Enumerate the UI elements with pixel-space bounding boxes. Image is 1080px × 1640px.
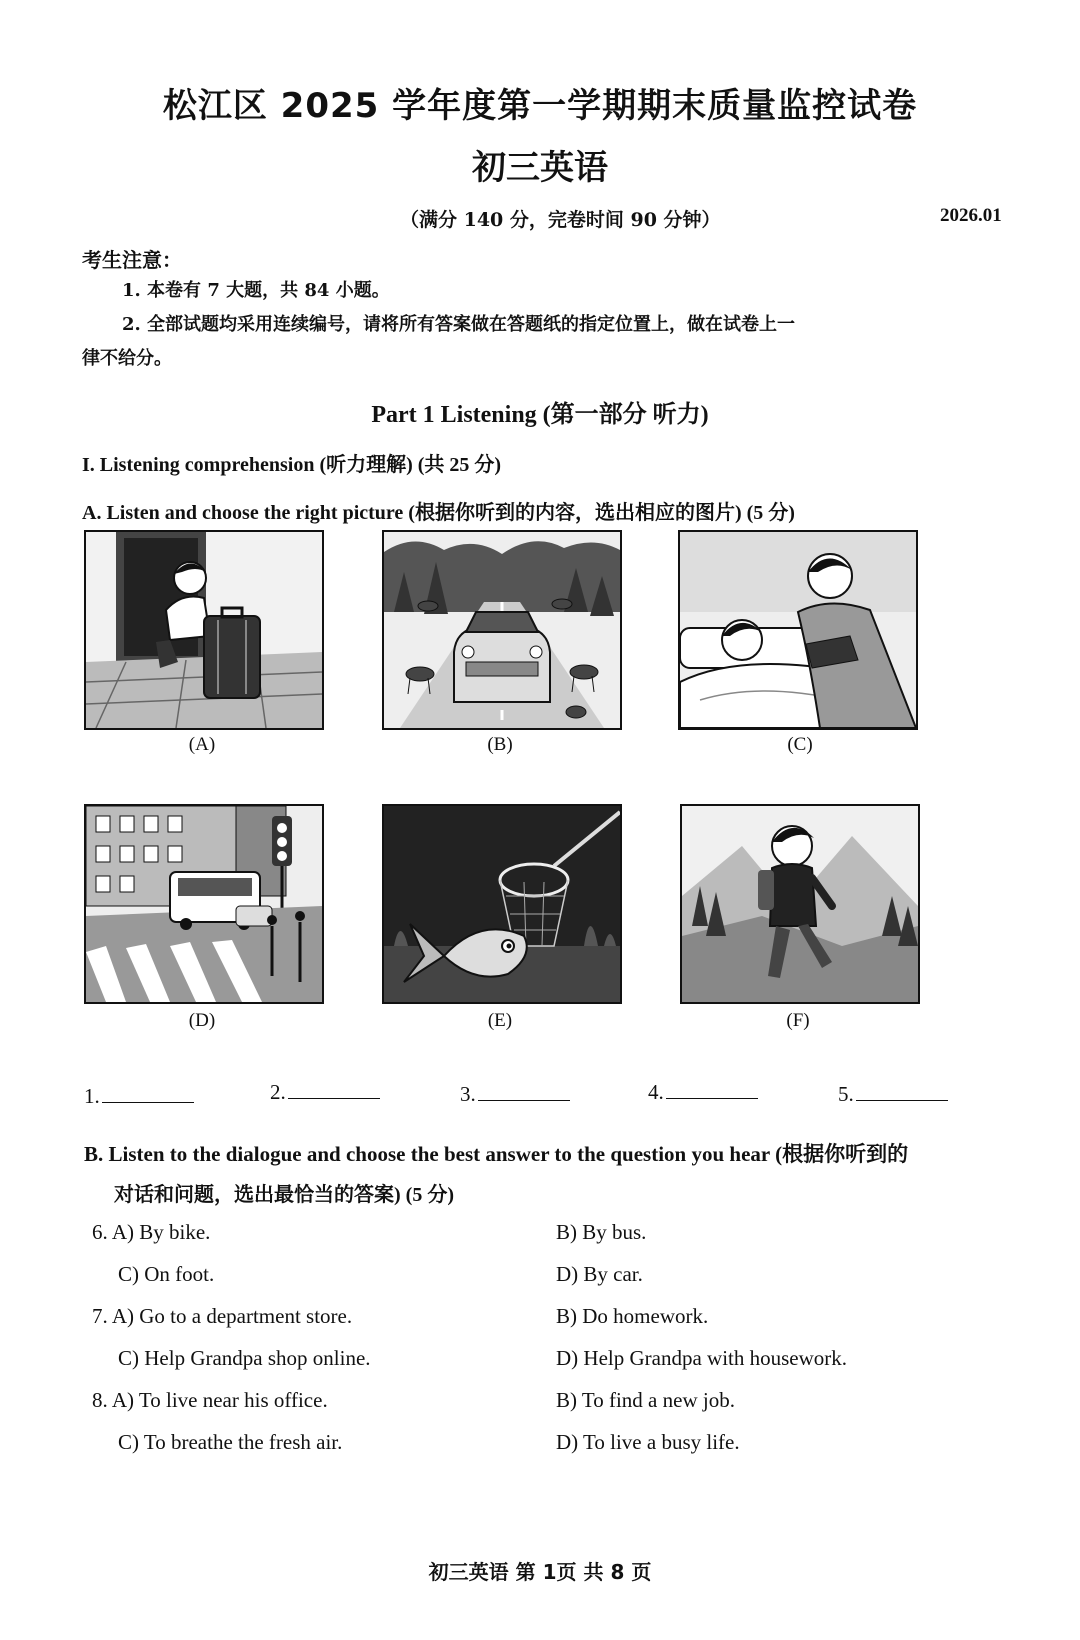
section-a-heading: A. Listen and choose the right picture (根据你听到的内容，选出相应的图片) (5 分) bbox=[82, 502, 795, 524]
option-a: A) Go to a department store. bbox=[111, 1304, 353, 1328]
answer-blank-5[interactable] bbox=[838, 1082, 948, 1107]
blank-number: 5. bbox=[838, 1082, 854, 1106]
part-title: Part 1 Listening (第一部分 听力) bbox=[371, 402, 709, 428]
picture-d-label: (D) bbox=[188, 1010, 216, 1031]
option-a: A) To live near his office. bbox=[111, 1388, 328, 1412]
blank-number: 4. bbox=[648, 1080, 664, 1104]
question-number: 8. bbox=[92, 1388, 108, 1412]
blank-number: 1. bbox=[84, 1084, 100, 1108]
note-item-2: 2. 全部试题均采用连续编号，请将所有答案做在答题纸的指定位置上，做在试卷上一 bbox=[122, 314, 796, 335]
note-item-1: 1. 本卷有 7 大题，共 84 小题。 bbox=[122, 280, 390, 301]
page-footer: 初三英语 第 1页 共 8 页 bbox=[428, 1560, 652, 1584]
notes-heading: 考生注意： bbox=[82, 248, 182, 272]
option-d: D) Help Grandpa with housework. bbox=[556, 1346, 848, 1370]
section-heading: I. Listening comprehension (听力理解) (共 25 分) bbox=[82, 454, 502, 476]
section-b-heading-cont: 对话和问题，选出最恰当的答案) (5 分) bbox=[114, 1184, 454, 1206]
option-a: A) By bike. bbox=[111, 1220, 211, 1244]
option-b: B) Do homework. bbox=[556, 1304, 709, 1328]
option-b: B) To find a new job. bbox=[556, 1388, 735, 1412]
answer-blank-3[interactable] bbox=[460, 1082, 570, 1107]
boy-with-suitcase-icon bbox=[86, 532, 322, 728]
section-b-heading: B. Listen to the dialogue and choose the best answer to the question you hear (根据你听到的 bbox=[84, 1142, 909, 1166]
picture-b bbox=[382, 530, 622, 730]
option-d: D) To live a busy life. bbox=[556, 1430, 740, 1454]
blank-number: 3. bbox=[460, 1082, 476, 1106]
option-c: C) On foot. bbox=[118, 1262, 215, 1286]
answer-blank-2[interactable] bbox=[270, 1080, 380, 1105]
picture-f-label: (F) bbox=[786, 1010, 810, 1031]
option-c: C) To breathe the fresh air. bbox=[118, 1430, 343, 1454]
note-item-2-cont: 律不给分。 bbox=[82, 348, 172, 369]
fish-net-icon bbox=[384, 806, 620, 1002]
question-8 bbox=[92, 1388, 328, 1413]
exam-info: （满分 140 分，完卷时间 90 分钟） bbox=[400, 209, 721, 231]
picture-b-label: (B) bbox=[487, 734, 513, 755]
question-number: 7. bbox=[92, 1304, 108, 1328]
exam-subject: 初三英语 bbox=[472, 148, 608, 188]
exam-title: 松江区 2025 学年度第一学期期末质量监控试卷 bbox=[162, 86, 918, 126]
picture-f bbox=[680, 804, 920, 1004]
blank-number: 2. bbox=[270, 1080, 286, 1104]
picture-e-label: (E) bbox=[487, 1010, 513, 1031]
exam-date: 2026.01 bbox=[940, 205, 1002, 226]
boy-hiking-icon bbox=[682, 806, 918, 1002]
car-with-deer-icon bbox=[384, 532, 620, 728]
option-d: D) By car. bbox=[556, 1262, 643, 1286]
city-street-bus-icon bbox=[86, 806, 322, 1002]
option-b: B) By bus. bbox=[556, 1220, 647, 1244]
question-6 bbox=[92, 1220, 210, 1245]
answer-blank-4[interactable] bbox=[648, 1080, 758, 1105]
question-7 bbox=[92, 1304, 352, 1329]
picture-d bbox=[84, 804, 324, 1004]
bedtime-story-icon bbox=[680, 532, 916, 728]
question-number: 6. bbox=[92, 1220, 108, 1244]
picture-e bbox=[382, 804, 622, 1004]
answer-blank-1[interactable] bbox=[84, 1084, 194, 1109]
picture-c bbox=[678, 530, 918, 730]
option-c: C) Help Grandpa shop online. bbox=[118, 1346, 371, 1370]
picture-a bbox=[84, 530, 324, 730]
picture-a-label: (A) bbox=[188, 734, 216, 755]
picture-c-label: (C) bbox=[787, 734, 813, 755]
